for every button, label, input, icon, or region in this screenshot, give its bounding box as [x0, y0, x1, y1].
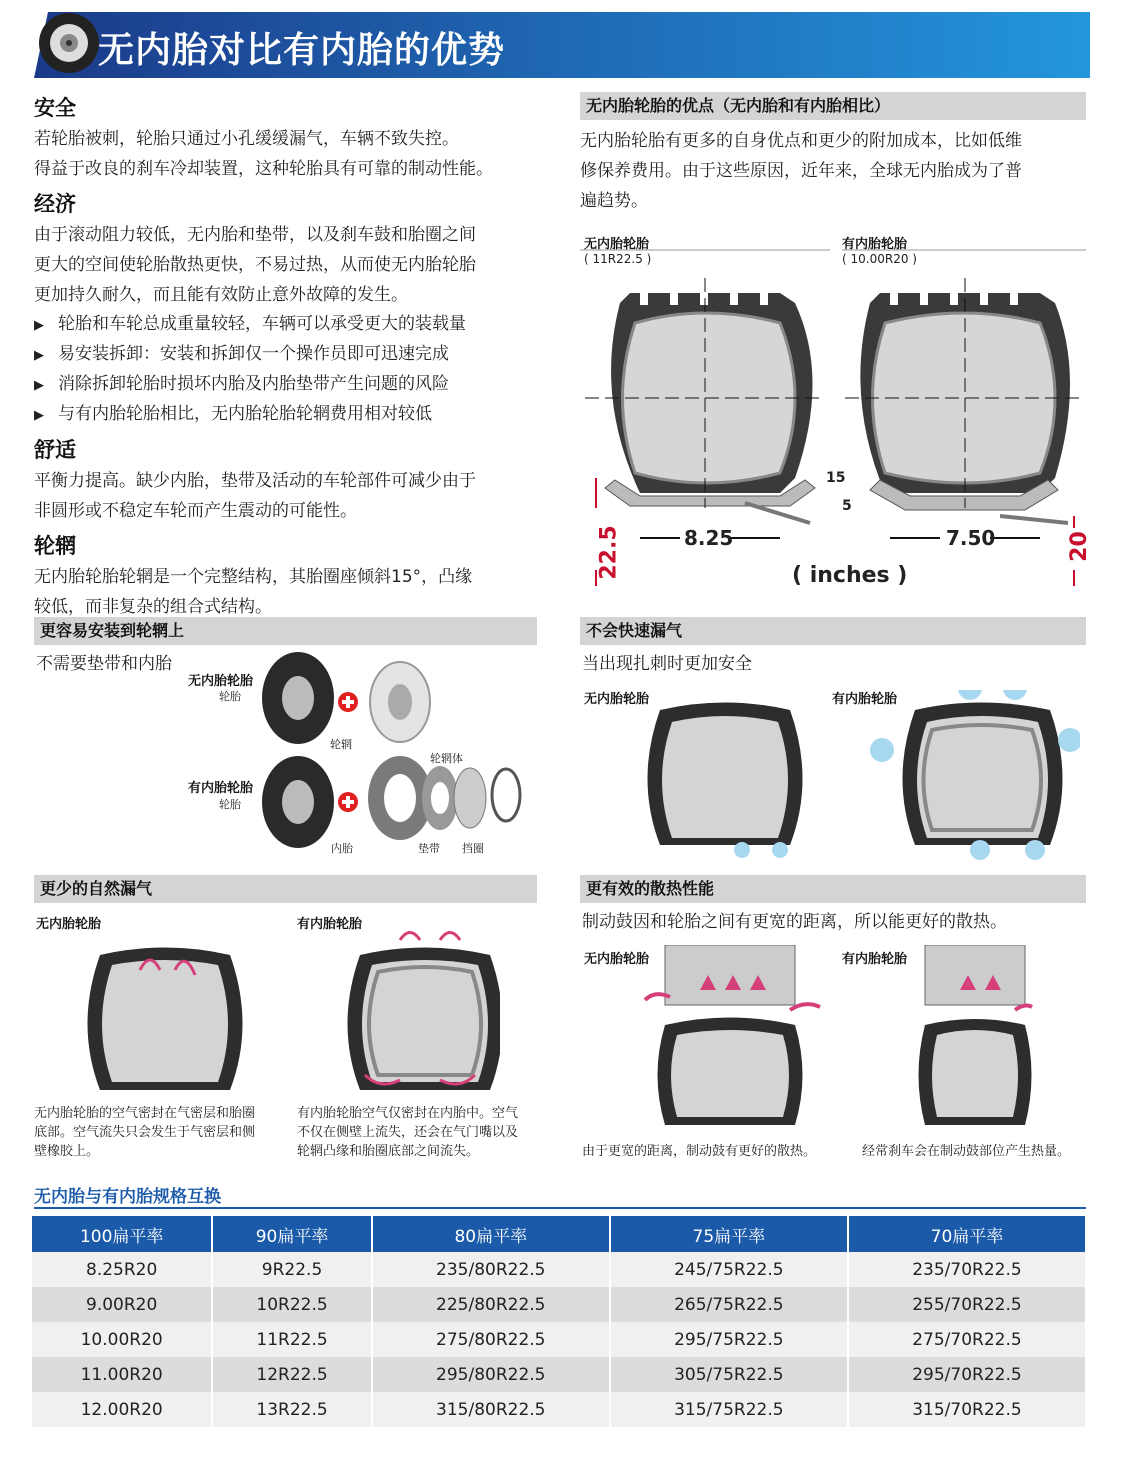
install-tube-rim-body: 轮辋体 — [430, 752, 463, 765]
leak-subtitle: 当出现扎刺时更加安全 — [582, 654, 752, 674]
advantages-text — [580, 126, 1086, 216]
install-tube-inner: 内胎 — [331, 842, 353, 855]
list-item: ▶ 轮胎和车轮总成重量较轻，车辆可以承受更大的装载量 — [34, 310, 544, 340]
list-item: ▶ 易安装拆卸：安装和拆卸仅一个操作员即可迅速完成 — [34, 340, 544, 370]
table-cell: 10R22.5 — [212, 1287, 371, 1322]
triangle-bullet-icon: ▶ — [34, 348, 44, 363]
left-text-column — [34, 92, 544, 622]
units-label: ( inches ) — [792, 563, 908, 588]
rim-line: 无内胎轮胎轮辋是一个完整结构，其胎圈座倾斜15°，凸缘 — [34, 567, 473, 587]
rim-line: 较低，而非复杂的组合式结构。 — [34, 597, 272, 617]
leak-bar: 不会快速漏气 — [580, 617, 1086, 645]
column-header: 70扁平率 — [848, 1216, 1086, 1252]
install-tube-flap: 垫带 — [418, 842, 440, 855]
dimension-flange: 5 — [842, 498, 852, 514]
natural-tubeless-caption: 无内胎轮胎的空气密封在气密层和胎圈 底部。空气流失只会发生于气密层和侧 壁橡胶上。 — [34, 1106, 256, 1159]
natural-leak-illustration — [80, 930, 500, 1100]
economy-line: 更加持久耐久，而且能有效防止意外故障的发生。 — [34, 285, 408, 305]
economy-bullets — [34, 310, 544, 430]
install-tube-ring: 挡圈 — [462, 842, 484, 855]
rim-heading: 轮辋 — [34, 534, 76, 558]
tube-tire-section — [845, 278, 1080, 523]
heat-bar: 更有效的散热性能 — [580, 875, 1086, 903]
tube-size: ( 10.00R20 ) — [842, 252, 917, 266]
dimension-tube: 7.50 — [946, 526, 996, 550]
table-cell: 295/75R22.5 — [610, 1322, 848, 1357]
leak-illustration — [640, 690, 1080, 870]
table-cell: 9.00R20 — [32, 1287, 212, 1322]
install-tubeless-label: 无内胎轮胎 — [188, 674, 254, 689]
triangle-bullet-icon: ▶ — [34, 318, 44, 333]
title-banner — [34, 12, 1090, 78]
table-cell: 235/70R22.5 — [848, 1252, 1086, 1287]
tire-icon — [34, 12, 104, 74]
table-cell: 315/80R22.5 — [372, 1392, 610, 1427]
heat-tubeless-caption: 由于更宽的距离，制动鼓有更好的散热。 — [582, 1144, 817, 1159]
natural-tube-label: 有内胎轮胎 — [297, 917, 363, 932]
safety-line: 得益于改良的刹车冷却装置，这种轮胎具有可靠的制动性能。 — [34, 159, 493, 179]
table-cell: 8.25R20 — [32, 1252, 212, 1287]
table-cell: 11R22.5 — [212, 1322, 371, 1357]
install-tube-tire: 轮胎 — [219, 798, 241, 811]
table-cell: 295/70R22.5 — [848, 1357, 1086, 1392]
table-cell: 245/75R22.5 — [610, 1252, 848, 1287]
economy-heading: 经济 — [34, 192, 76, 216]
comfort-line: 非圆形或不稳定车轮而产生震动的可能性。 — [34, 501, 357, 521]
natural-tube-caption: 有内胎轮胎空气仅密封在内胎中。空气 不仅在侧壁上流失，还会在气门嘴以及 轮辋凸缘和胎圈底部之间流失。 — [297, 1106, 519, 1159]
tubeless-size: ( 11R22.5 ) — [584, 252, 652, 266]
comfort-heading: 舒适 — [34, 438, 76, 462]
table-title-underline — [34, 1207, 1086, 1209]
column-header: 90扁平率 — [212, 1216, 371, 1252]
table-row — [32, 1322, 1086, 1357]
spec-table — [32, 1216, 1087, 1427]
dimension-rim-20: 20 — [1066, 531, 1092, 562]
table-cell: 13R22.5 — [212, 1392, 371, 1427]
table-cell: 255/70R22.5 — [848, 1287, 1086, 1322]
heat-subtitle: 制动鼓因和轮胎之间有更宽的距离，所以能更好的散热。 — [582, 912, 1007, 932]
install-illustration — [260, 650, 530, 850]
economy-line: 由于滚动阻力较低，无内胎和垫带，以及刹车鼓和胎圈之间 — [34, 225, 476, 245]
tube-label: 有内胎轮胎 — [842, 237, 908, 252]
heat-illustration — [640, 945, 1060, 1130]
leak-tube-label: 有内胎轮胎 — [832, 692, 898, 707]
table-cell: 315/75R22.5 — [610, 1392, 848, 1427]
install-tubeless-tire: 轮胎 — [219, 690, 241, 703]
column-header: 100扁平率 — [32, 1216, 212, 1252]
list-item: ▶ 消除拆卸轮胎时损坏内胎及内胎垫带产生问题的风险 — [34, 370, 544, 400]
table-cell: 275/80R22.5 — [372, 1322, 610, 1357]
advantages-bar: 无内胎轮胎的优点（无内胎和有内胎相比） — [580, 92, 1086, 120]
table-cell: 225/80R22.5 — [372, 1287, 610, 1322]
advantages-line: 修保养费用。由于这些原因，近年来，全球无内胎成为了普 — [580, 161, 1022, 181]
safety-heading: 安全 — [34, 96, 76, 120]
table-cell: 265/75R22.5 — [610, 1287, 848, 1322]
install-bar: 更容易安装到轮辋上 — [34, 617, 537, 645]
table-row — [32, 1392, 1086, 1427]
heat-tube-caption: 经常刹车会在制动鼓部位产生热量。 — [862, 1144, 1071, 1159]
natural-tubeless-label: 无内胎轮胎 — [36, 917, 102, 932]
dimension-tubeless: 8.25 — [684, 526, 734, 550]
table-cell: 12.00R20 — [32, 1392, 212, 1427]
table-cell: 11.00R20 — [32, 1357, 212, 1392]
install-subtitle: 不需要垫带和内胎 — [36, 654, 172, 674]
tire-cross-section-diagram — [580, 248, 1086, 593]
page-title: 无内胎对比有内胎的优势 — [98, 30, 506, 71]
table-cell: 12R22.5 — [212, 1357, 371, 1392]
heat-tubeless-label: 无内胎轮胎 — [584, 952, 650, 967]
table-cell: 315/70R22.5 — [848, 1392, 1086, 1427]
advantages-line: 遍趋势。 — [580, 191, 648, 211]
table-cell: 10.00R20 — [32, 1322, 212, 1357]
triangle-bullet-icon: ▶ — [34, 378, 44, 393]
table-header-row — [32, 1216, 1086, 1252]
comfort-line: 平衡力提高。缺少内胎，垫带及活动的车轮部件可减少由于 — [34, 471, 476, 491]
dimension-rim-22-5: 22.5 — [596, 525, 622, 580]
table-cell: 305/75R22.5 — [610, 1357, 848, 1392]
dimension-angle: 15 — [826, 470, 846, 486]
list-item: ▶ 与有内胎轮胎相比，无内胎轮胎轮辋费用相对较低 — [34, 400, 544, 430]
table-row — [32, 1357, 1086, 1392]
table-cell: 235/80R22.5 — [372, 1252, 610, 1287]
safety-line: 若轮胎被刺，轮胎只通过小孔缓缓漏气，车辆不致失控。 — [34, 129, 459, 149]
tubeless-tire-section — [585, 278, 820, 523]
table-cell: 9R22.5 — [212, 1252, 371, 1287]
natural-leak-bar: 更少的自然漏气 — [34, 875, 537, 903]
column-header: 80扁平率 — [372, 1216, 610, 1252]
table-cell: 295/80R22.5 — [372, 1357, 610, 1392]
leak-tubeless-label: 无内胎轮胎 — [584, 692, 650, 707]
table-row — [32, 1287, 1086, 1322]
advantages-line: 无内胎轮胎有更多的自身优点和更少的附加成本，比如低维 — [580, 131, 1022, 151]
economy-line: 更大的空间使轮胎散热更快，不易过热，从而使无内胎轮胎 — [34, 255, 476, 275]
table-title: 无内胎与有内胎规格互换 — [34, 1187, 221, 1207]
table-row — [32, 1252, 1086, 1287]
table-cell: 275/70R22.5 — [848, 1322, 1086, 1357]
install-tubeless-rim: 轮辋 — [330, 738, 352, 751]
tubeless-label: 无内胎轮胎 — [584, 237, 650, 252]
triangle-bullet-icon: ▶ — [34, 408, 44, 423]
install-tube-label: 有内胎轮胎 — [188, 781, 254, 796]
column-header: 75扁平率 — [610, 1216, 848, 1252]
heat-tube-label: 有内胎轮胎 — [842, 952, 908, 967]
